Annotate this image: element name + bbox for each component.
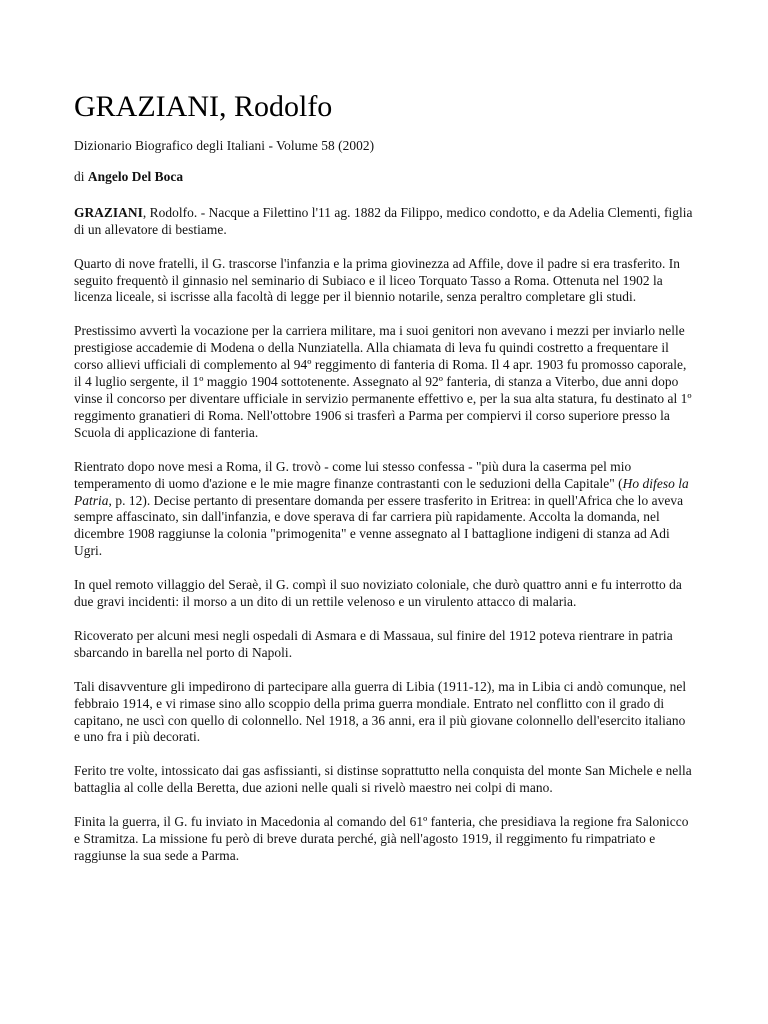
paragraph-1-text: , Rodolfo. - Nacque a Filettino l'11 ag. 1882 da Filippo, medico condotto, e da Adelia Clementi, figlia di un allevatore di bestiame. — [74, 204, 693, 237]
author-prefix: di — [74, 168, 88, 184]
paragraph-4 — [74, 459, 694, 560]
entry-lead-name: GRAZIANI — [74, 204, 143, 220]
paragraph-2: Quarto di nove fratelli, il G. trascorse l'infanzia e la prima giovinezza ad Affile, dove il padre si era trasferito. In seguito frequentò il ginnasio nel seminario di Subiaco e il liceo Torquato Tasso a Roma. Ottenuta nel 1902 la licenza liceale, si iscrisse alla facoltà di legge per il biennio notarile, senza peraltro completare gli studi. — [74, 255, 681, 305]
paragraph-5: In quel remoto villaggio del Seraè, il G. compì il suo noviziato coloniale, che durò quattro anni e fu interrotto da due gravi incidenti: il morso a un dito di un rettile velenoso e un virulento attacco di malaria. — [74, 577, 682, 610]
paragraph-1 — [74, 205, 694, 239]
author-line — [74, 169, 694, 186]
paragraph-6: Ricoverato per alcuni mesi negli ospedali di Asmara e di Massaua, sul finire del 1912 poteva rientrare in patria sbarcando in barella nel porto di Napoli. — [74, 627, 673, 660]
paragraph-8: Ferito tre volte, intossicato dai gas asfissianti, si distinse soprattutto nella conquista del monte San Michele e nella battaglia al colle della Beretta, due azioni nelle quali si rivelò maestro nei colpi di mano. — [74, 763, 692, 796]
paragraph-4-text-after: , p. 12). Decise pertanto di presentare domanda per essere trasferito in Eritrea: in quell'Africa che lo aveva sempre affascinato, sin dall'infanzia, e dove sperava di far carriera più rapidamente. Accolta la domanda, nel dicembre 1908 raggiunse la colonia "primogenita" e venne assegnato al I battaglione indigeni di stanza ad Adi Ugri. — [74, 492, 684, 559]
paragraph-7: Tali disavventure gli impedirono di partecipare alla guerra di Libia (1911-12), ma in Libia ci andò comunque, nel febbraio 1914, e vi rimase sino allo scoppio della prima guerra mondiale. Entrato nel conflitto con il grado di capitano, ne uscì con quello di colonnello. Nel 1918, a 36 anni, era il più giovane colonnello dell'esercito italiano e uno fra i più decorati. — [74, 678, 687, 745]
paragraph-4-text-before: Rientrato dopo nove mesi a Roma, il G. trovò - come lui stesso confessa - "più dura la caserma pel mio temperamento di uomo d'azione e le mie magre finanze contrastanti con le seduzioni della Capitale" ( — [74, 458, 632, 491]
cited-work-title: Ho difeso la Patria — [74, 475, 689, 508]
paragraph-9: Finita la guerra, il G. fu inviato in Macedonia al comando del 61º fanteria, che presidiava la regione fra Salonicco e Stramitza. La missione fu però di breve durata perché, già nell'agosto 1919, il reggimento fu rimpatriato e raggiunse la sua sede a Parma. — [74, 814, 689, 863]
paragraph-3: Prestissimo avvertì la vocazione per la carriera militare, ma i suoi genitori non avevano i mezzi per inviarlo nelle prestigiose accademie di Modena o della Nunziatella. Alla chiamata di leva fu quindi costretto a frequentare il corso allievi ufficiali di complemento al 94º reggimento di fanteria di Roma. Il 4 apr. 1903 fu promosso caporale, il 4 luglio sergente, il 1º maggio 1904 sottotenente. Assegnato al 92º fanteria, di stanza a Viterbo, due anni dopo vinse il concorso per diventare ufficiale in servizio permanente effettivo e, per la sua alta statura, fu destinato al 1º reggimento granatieri di Roma. Nell'ottobre 1906 si trasferì a Parma per compiervi il corso superiore presso la Scuola di applicazione di fanteria. — [74, 323, 692, 440]
source-subtitle: Dizionario Biografico degli Italiani - Volume 58 (2002) — [74, 138, 375, 153]
document-page — [74, 90, 694, 882]
author-name: Angelo Del Boca — [87, 168, 184, 184]
page-title: GRAZIANI, Rodolfo — [74, 90, 333, 123]
